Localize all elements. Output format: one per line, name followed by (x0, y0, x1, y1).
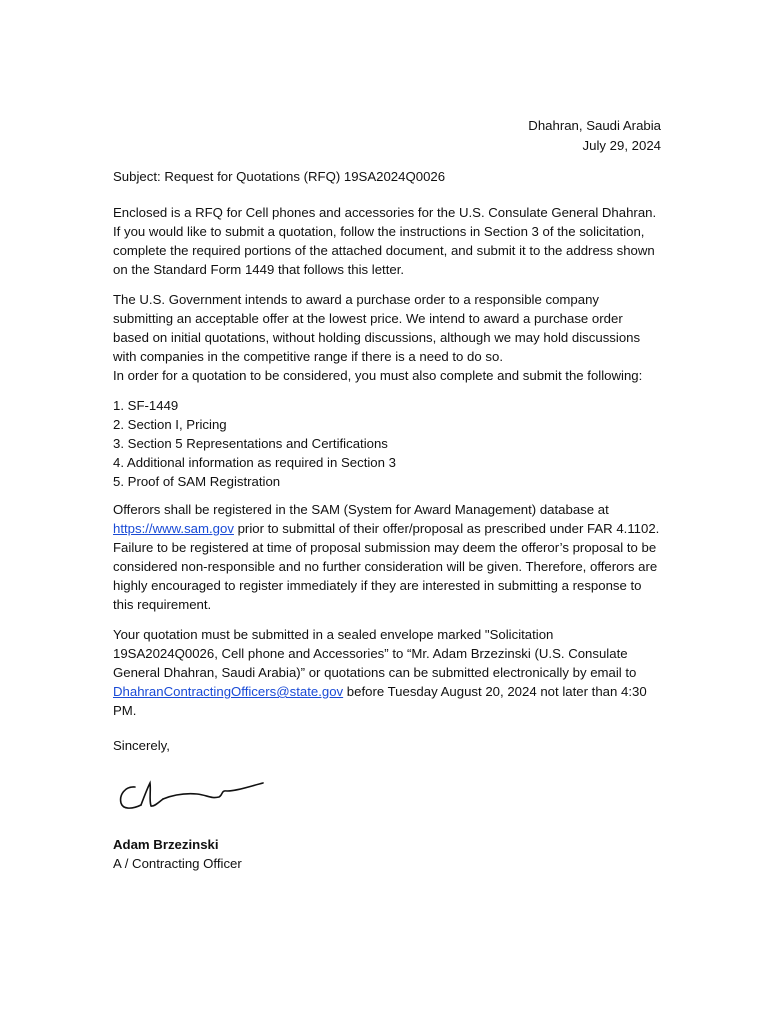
list-item: 2. Section I, Pricing (113, 417, 227, 432)
intro-paragraph (113, 203, 661, 279)
award-paragraph (113, 290, 661, 385)
closing-salutation: Sincerely, (113, 738, 170, 753)
list-item: 3. Section 5 Representations and Certifications (113, 436, 388, 451)
award-text: The U.S. Government intends to award a purchase order to a responsible company submitting an acceptable offer at the lowest price. We intend to award a purchase order based on initial quotations, without holding discussions, although we may hold discussions with companies in the competitive range if there is a need to do so. (113, 292, 641, 364)
sam-paragraph (113, 500, 661, 614)
sam-gov-link[interactable]: https://www.sam.gov (113, 521, 234, 536)
letter-body (113, 116, 661, 873)
handwritten-signature (115, 773, 275, 821)
intro-text: Enclosed is a RFQ for Cell phones and accessories for the U.S. Consulate General Dhahran. If you would like to submit a quotation, follow the instructions in Section 3 of the solicitation, complete the required portions of the attached document, and submit it to the address shown on the Standard Form 1449 that follows this letter. (113, 205, 657, 277)
sender-location: Dhahran, Saudi Arabia (528, 118, 661, 133)
letter-date: July 29, 2024 (582, 138, 661, 153)
submission-text (113, 625, 661, 720)
requirements-intro: In order for a quotation to be considered, you must also complete and submit the following: (113, 368, 643, 383)
sam-text (113, 500, 661, 614)
sam-text-before: Offerors shall be registered in the SAM (System for Award Management) database at (113, 502, 609, 517)
submission-text-before: Your quotation must be submitted in a sealed envelope marked "Solicitation 19SA2024Q0026, Cell phone and Accessories” to “Mr. Adam Brzezinski (U.S. Consulate General Dhahran, Saudi Arabia)” or quotations can be submitted electronically by email to (113, 627, 637, 680)
list-item: 1. SF-1449 (113, 398, 179, 413)
contracting-email-link[interactable]: DhahranContractingOfficers@state.gov (113, 684, 344, 699)
signatory-title: A / Contracting Officer (113, 856, 242, 871)
signatory-name: Adam Brzezinski (113, 837, 219, 852)
submission-text-after: before Tuesday August 20, 2024 not later than 4:30 PM. (113, 684, 647, 718)
list-item: 5. Proof of SAM Registration (113, 474, 281, 489)
subject-line: Subject: Request for Quotations (RFQ) 19SA2024Q0026 (113, 169, 446, 184)
list-item: 4. Additional information as required in Section 3 (113, 455, 396, 470)
sam-text-after: prior to submittal of their offer/proposal as prescribed under FAR 4.1102. Failure to be registered at time of proposal submission may deem the offeror’s proposal to be considered non-responsible and no further consideration will be given. Therefore, offerors are highly encouraged to register immediately if they are interested in submitting a response to this requirement. (113, 521, 660, 612)
submission-paragraph (113, 625, 661, 720)
requirements-list (113, 396, 661, 491)
letter-header (113, 116, 661, 156)
